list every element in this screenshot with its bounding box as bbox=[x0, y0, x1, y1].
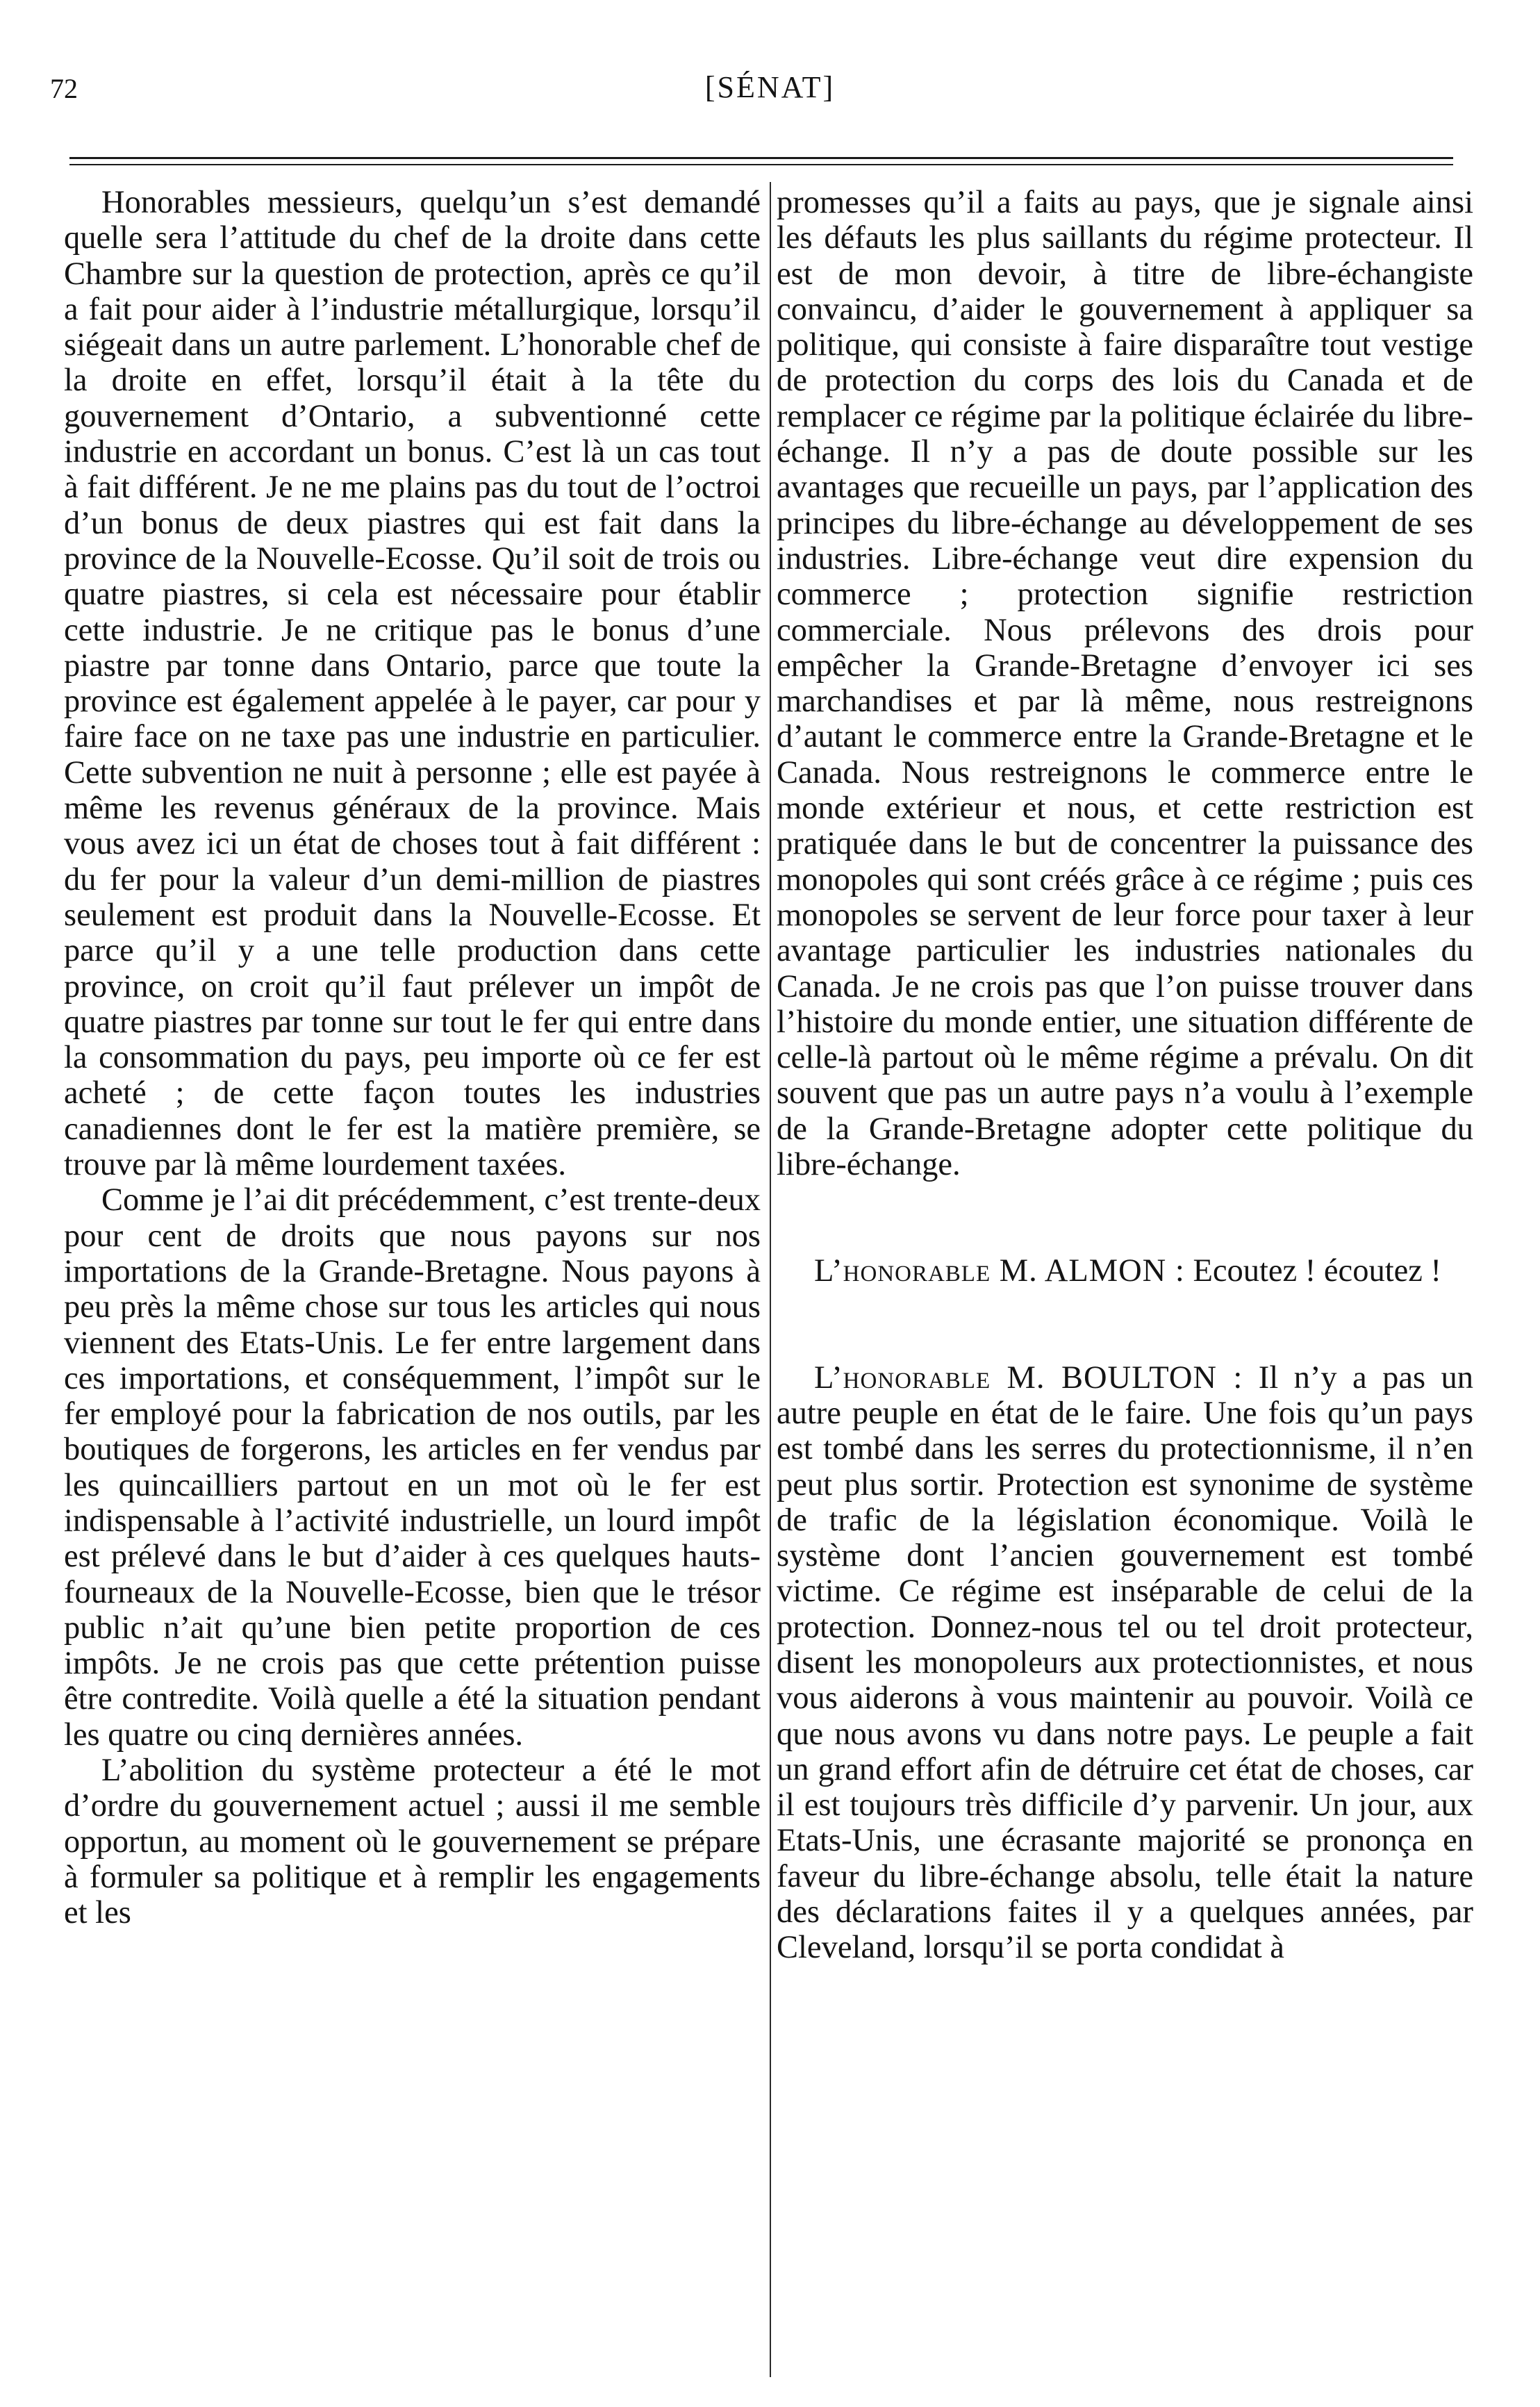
speaker-name: L’honorable M. ALMON : bbox=[814, 1253, 1185, 1289]
paragraph: Comme je l’ai dit précédemment, c’est trente-deux pour cent de droits que nous payons sur nos importations de la Grande-Bretagne. Nous payons à peu près la même chose sur tous les articles qui nous viennent des Etats-Unis. Le fer entre largement dans ces importations, et conséquemment, l’impôt sur le fer employé pour la fabrication de nos outils, par les boutiques de forgerons, les articles en fer vendus par les quincailliers partout en un mot où le fer est indispensable à l’activité industrielle, un lourd impôt est prélevé dans le but d’aider à ces quelques hauts-fourneaux de la Nouvelle-Ecosse, bien que le trésor public n’ait qu’une bien petite proportion de ces impôts. Je ne crois pas que cette prétention puisse être contredite. Voilà quelle a été la situation pendant les quatre ou cinq dernières années. bbox=[64, 1182, 761, 1753]
speech-text: Il n’y a pas un autre peuple en état de le faire. Une fois qu’un pays est tombé dans les serres du protectionnisme, il n’en peut plus sortir. Protection est synonime de système de trafic de la législation économique. Voilà le système dont l’ancien gouvernement est tombé victime. Ce régime est inséparable de celui de la protection. Donnez-nous tel ou tel droit protecteur, disent les monopoleurs aux protectionnistes, et nous vous aiderons à vous maintenir au pouvoir. Voilà ce que nous avons vu dans notre pays. Le peuple a fait un grand effort afin de détruire cet état de choses, car il est toujours très difficile d’y parvenir. Un jour, aux Etats-Unis, une écrasante majorité se prononça en faveur du libre-échange absolu, telle était la nature des déclarations faites il y a quelques années, par Cleveland, lorsqu’il se porta condidat à bbox=[777, 1359, 1474, 1966]
header-rule-thin bbox=[69, 164, 1453, 165]
right-column bbox=[777, 185, 1473, 1966]
paragraph: promesses qu’il a faits au pays, que je signale ainsi les défauts les plus saillants du régime protecteur. Il est de mon devoir, à titre de libre-échangiste convaincu, d’aider le gouvernement à appliquer sa politique, qui consiste à faire disparaître tout vestige de protection du corps des lois du Canada et de remplacer ce régime par la politique éclairée du libre-échange. Il n’y a pas de doute possible sur les avantages que recueille un pays, par l’application des principes du libre-échange au développement de ses industries. Libre-échange veut dire expension du commerce ; protection signifie restriction commerciale. Nous prélevons des drois pour empêcher la Grande-Bretagne d’envoyer ici ses marchandises et par là même, nous restreignons d’autant le commerce entre la Grande-Bretagne et le Canada. Nous restreignons le commerce entre le monde extérieur et nous, et cette restriction est pratiquée dans le but de concentrer la puissance des monopoles qui sont créés grâce à ce régime ; puis ces monopoles se servent de leur force pour taxer à leur avantage particulier les industries nationales du Canada. Je ne crois pas que l’on puisse trouver dans l’histoire du monde entier, une situation différente de celle-là partout où le même régime a prévalu. On dit souvent que pas un autre pays n’a voulu à l’exemple de la Grande-Bretagne adopter cette politique du libre-échange. bbox=[777, 185, 1473, 1183]
left-column bbox=[64, 185, 761, 1931]
interjection-text: Ecoutez ! écoutez ! bbox=[1193, 1253, 1441, 1289]
column-divider bbox=[770, 182, 771, 2377]
paragraph: L’abolition du système protecteur a été le mot d’ordre du gouvernement actuel ; aussi il me semble opportun, au moment où le gouvernement se prépare à formuler sa politique et à remplir les engagements et les bbox=[64, 1753, 761, 1931]
speaker-name: L’honorable M. BOULTON : bbox=[814, 1359, 1243, 1396]
speech-boulton bbox=[777, 1360, 1473, 1966]
page-number: 72 bbox=[50, 73, 78, 104]
interjection-almon bbox=[777, 1253, 1473, 1289]
header-rule bbox=[69, 157, 1453, 159]
paragraph: Honorables messieurs, quelqu’un s’est demandé quelle sera l’attitude du chef de la droite dans cette Chambre sur la question de protection, après ce qu’il a fait pour aider à l’industrie métallurgique, lorsqu’il siégeait dans un autre parlement. L’honorable chef de la droite en effet, lorsqu’il était à la tête du gouvernement d’Ontario, a subventionné cette industrie en accordant un bonus. C’est là un cas tout à fait différent. Je ne me plains pas du tout de l’octroi d’un bonus de deux piastres qui est fait dans la province de la Nouvelle-Ecosse. Qu’il soit de trois ou quatre piastres, si cela est nécessaire pour établir cette industrie. Je ne critique pas le bonus d’une piastre par tonne dans Ontario, parce que toute la province est également appelée à le payer, car pour y faire face on ne taxe pas une industrie en particulier. Cette subvention ne nuit à personne ; elle est payée à même les revenus généraux de la province. Mais vous avez ici un état de choses tout à fait différent : du fer pour la valeur d’un demi-million de piastres seulement est produit dans la Nouvelle-Ecosse. Et parce qu’il y a une telle production dans cette province, on croit qu’il faut prélever un impôt de quatre piastres par tonne sur tout le fer qui entre dans la consommation du pays, peu importe où ce fer est acheté ; de cette façon toutes les industries canadiennes dont le fer est la matière première, se trouve par là même lourdement taxées. bbox=[64, 185, 761, 1183]
running-head: [SÉNAT] bbox=[704, 70, 836, 104]
